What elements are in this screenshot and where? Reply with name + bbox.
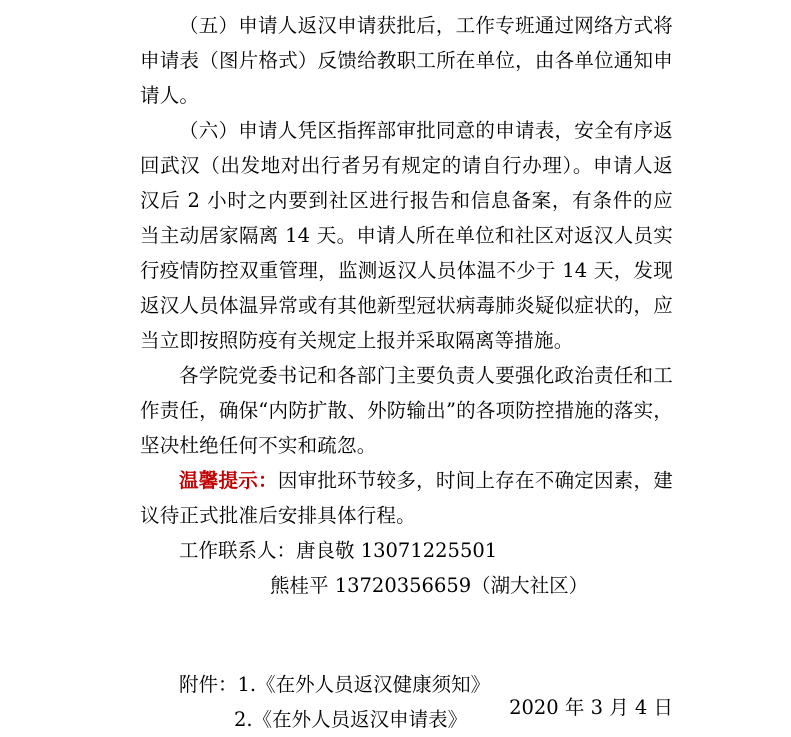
notice-paragraph	[140, 463, 673, 533]
attachment-line-2: 2.《在外人员返汉申请表》	[234, 708, 468, 731]
notice-label: 温馨提示：	[179, 469, 278, 492]
paragraph-six: （六）申请人凭区指挥部审批同意的申请表，安全有序返回武汉（出发地对出行者另有规定的请自行办理）。申请人返汉后 2 小时之内要到社区进行报告和信息备案，有条件的应当主动居家隔离 14 天。申请人所在单位和社区对返汉人员实行疫情防控双重管理，监测返汉人员体温不少于 14 天，发现返汉人员体温异常或有其他新型冠状病毒肺炎疑似症状的，应当立即按照防疫有关规定上报并采取隔离等措施。	[140, 119, 673, 352]
paragraph-five: （五）申请人返汉申请获批后，工作专班通过网络方式将申请表（图片格式）反馈给教职工所在单位，由各单位通知申请人。	[140, 14, 673, 107]
attachment-line-1: 附件：1.《在外人员返汉健康须知》	[179, 673, 491, 696]
document-date: 2020 年 3 月 4 日	[509, 696, 673, 719]
notice-text: 因审批环节较多，时间上存在不确定因素，建议待正式批准后安排具体行程。	[140, 469, 673, 527]
contact-line-1: 工作联系人：唐良敬 13071225501	[179, 539, 498, 562]
contact-line-2: 熊桂平 13720356659（湖大社区）	[270, 574, 589, 597]
paragraph-responsibility: 各学院党委书记和各部门主要负责人要强化政治责任和工作责任，确保“内防扩散、外防输出”的各项防控措施的落实，坚决杜绝任何不实和疏忽。	[140, 364, 673, 457]
